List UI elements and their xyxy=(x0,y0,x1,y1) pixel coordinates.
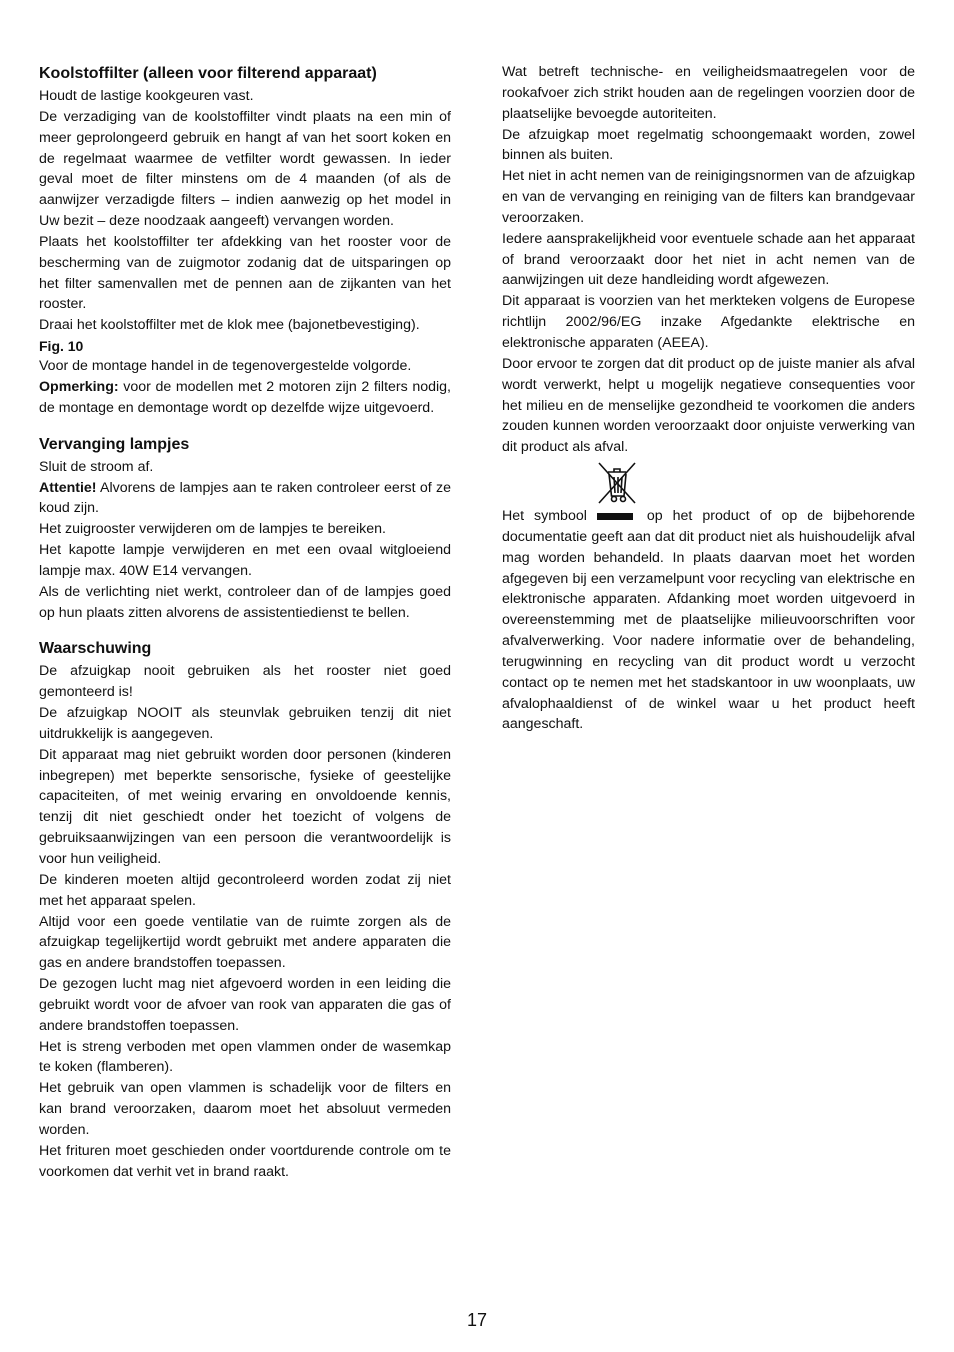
weee-bar-icon xyxy=(597,513,633,520)
paragraph: Dit apparaat is voorzien van het merkteken volgens de Europese richtlijn 2002/96/EG inzake Afgedankte elektrische en elektronische apparaten (AEEA). xyxy=(502,293,915,351)
paragraph: De verzadiging van de koolstoffilter vindt plaats na een min of meer geprolongeerd gebruik en hangt af van het soort koken en de regelmaat waarmee de vetfilter wordt gewassen. In ieder geval moet de filter minstens om de 4 maanden (of als de aanwijzer verzadigde filters – indien aanwezig op het model in Uw bezit – deze noodzaak aangeeft) vervangen worden. xyxy=(39,108,451,230)
paragraph: De gezogen lucht mag niet afgevoerd worden in een leiding die gebruikt wordt voor de afvoer van rook van apparaten die gas of andere brandstoffen toepassen. xyxy=(39,976,451,1034)
paragraph: De kinderen moeten altijd gecontroleerd worden zodat zij niet met het apparaat spelen. xyxy=(39,871,451,909)
paragraph: De afzuigkap nooit gebruiken als het rooster niet goed gemonteerd is! xyxy=(39,663,451,701)
paragraph: Altijd voor een goede ventilatie van de ruimte zorgen als de afzuigkap tegelijkertijd wordt gebruikt met andere apparaten die gas en andere brandstoffen toepassen. xyxy=(39,913,451,972)
paragraph: De afzuigkap moet regelmatig schoongemaakt worden, zowel binnen als buiten. xyxy=(502,126,915,164)
paragraph: Het kapotte lampje verwijderen en met een ovaal witgloeiend lampje max. 40W E14 vervangen. xyxy=(39,542,451,579)
paragraph: Iedere aansprakelijkheid voor eventuele schade aan het apparaat of brand veroorzaakt door het niet in acht nemen van de aanwijzingen uit deze handleiding wordt afgewezen. xyxy=(502,230,915,289)
paragraph: Het frituren moet geschieden onder voortdurende controle om te voorkomen dat verhit vet in brand raakt. xyxy=(39,1142,451,1180)
warning-paragraph xyxy=(39,478,451,520)
paragraph: Als de verlichting niet werkt, controleer dan of de lampjes goed op hun plaats zitten alvorens de assistentiedienst te bellen. xyxy=(39,583,451,621)
section-title-lamp-replacement: Vervanging lampjes xyxy=(39,435,190,453)
note-label: Opmerking: xyxy=(39,378,119,395)
paragraph: Het is streng verboden met open vlammen onder de wasemkap te koken (flamberen). xyxy=(39,1038,451,1076)
warning-text: Alvorens de lampjes aan te raken controleer eerst of ze koud zijn. xyxy=(39,479,451,517)
paragraph: Het zuigrooster verwijderen om de lampjes te bereiken. xyxy=(39,521,386,538)
paragraph: Het gebruik van open vlammen is schadelijk voor de filters en kan brand veroorzaken, daarom moet het absoluut vermeden worden. xyxy=(39,1080,451,1138)
paragraph: Door ervoor te zorgen dat dit product op de juiste manier als afval wordt verwerkt, helpt u mogelijk negatieve consequenties voor het milieu en de menselijke gezondheid te voorkomen die anders zouden kunnen worden veroorzaakt door onjuiste verwerking van dit product als afval. xyxy=(502,355,915,456)
paragraph: Sluit de stroom af. xyxy=(39,458,154,475)
page-number: 17 xyxy=(466,1310,488,1330)
paragraph: Wat betreft technische- en veiligheidsmaatregelen voor de rookafvoer zich strikt houden aan de regelingen voorzien door de plaatselijke bevoegde autoriteiten. xyxy=(502,64,915,122)
paragraph: Draai het koolstoffilter met de klok mee (bajonetbevestiging). xyxy=(39,317,420,334)
weee-text-after: op het product of op de bijbehorende documentatie geeft aan dat dit product niet als huishoudelijk afval mag worden behandeld. In plaats daarvan moet het worden afgegeven bij een verzamelpunt voor recycling van elektrische en elektronische apparaten. Afdanking moet worden uitgevoerd in overeenstemming met de plaatselijke milieuvoorschriften voor afvalverwerking. Voor nadere informatie over de behandeling, terugwinning en recycling van dit product wordt u verzocht contact op te nemen met het stadskantoor in uw woonplaats, uw afvalophaaldienst of de winkel waar u het product heeft aangeschaft. xyxy=(502,508,915,733)
weee-paragraph xyxy=(502,506,915,735)
warning-label: Attentie! xyxy=(39,479,97,496)
section-title-warning: Waarschuwing xyxy=(39,640,152,658)
paragraph: De afzuigkap NOOIT als steunvlak gebruiken tenzij dit niet uitdrukkelijk is aangegeven. xyxy=(39,705,451,742)
figure-reference: Fig. 10 xyxy=(39,338,84,355)
weee-symbol-block xyxy=(502,460,915,735)
note-text: voor de modellen met 2 motoren zijn 2 filters nodig, de montage en demontage wordt op dezelfde wijze uitgevoerd. xyxy=(39,378,451,416)
crossed-out-wheelie-bin-icon xyxy=(594,460,640,506)
section-title-carbon-filter: Koolstoffilter (alleen voor filterend apparaat) xyxy=(39,65,377,82)
paragraph: Voor de montage handel in de tegenovergestelde volgorde. xyxy=(39,358,412,375)
weee-text-before: Het symbool xyxy=(502,508,587,525)
paragraph: Dit apparaat mag niet gebruikt worden door personen (kinderen inbegrepen) met beperkte sensorische, fysieke of geestelijke capaciteiten, of met weinig ervaring en onvoldoende kennis, tenzij dit niet geschiedt onder het toezicht of volgens de gebruiksaanwijzingen van een persoon die verantwoordelijk is voor hun veiligheid. xyxy=(39,746,451,867)
left-column xyxy=(39,62,451,1183)
paragraph: Het niet in acht nemen van de reinigingsnormen van de afzuigkap en van de vervanging en reiniging van de filters kan brandgevaar veroorzaken. xyxy=(502,168,915,226)
right-column xyxy=(502,62,915,735)
paragraph: Houdt de lastige kookgeuren vast. xyxy=(39,88,254,104)
note-paragraph xyxy=(39,377,451,419)
paragraph: Plaats het koolstoffilter ter afdekking van het rooster voor de bescherming van de zuigmotor zodanig dat de uitsparingen op het filter samenvallen met de pennen aan de zijkanten van het rooster. xyxy=(39,233,451,313)
